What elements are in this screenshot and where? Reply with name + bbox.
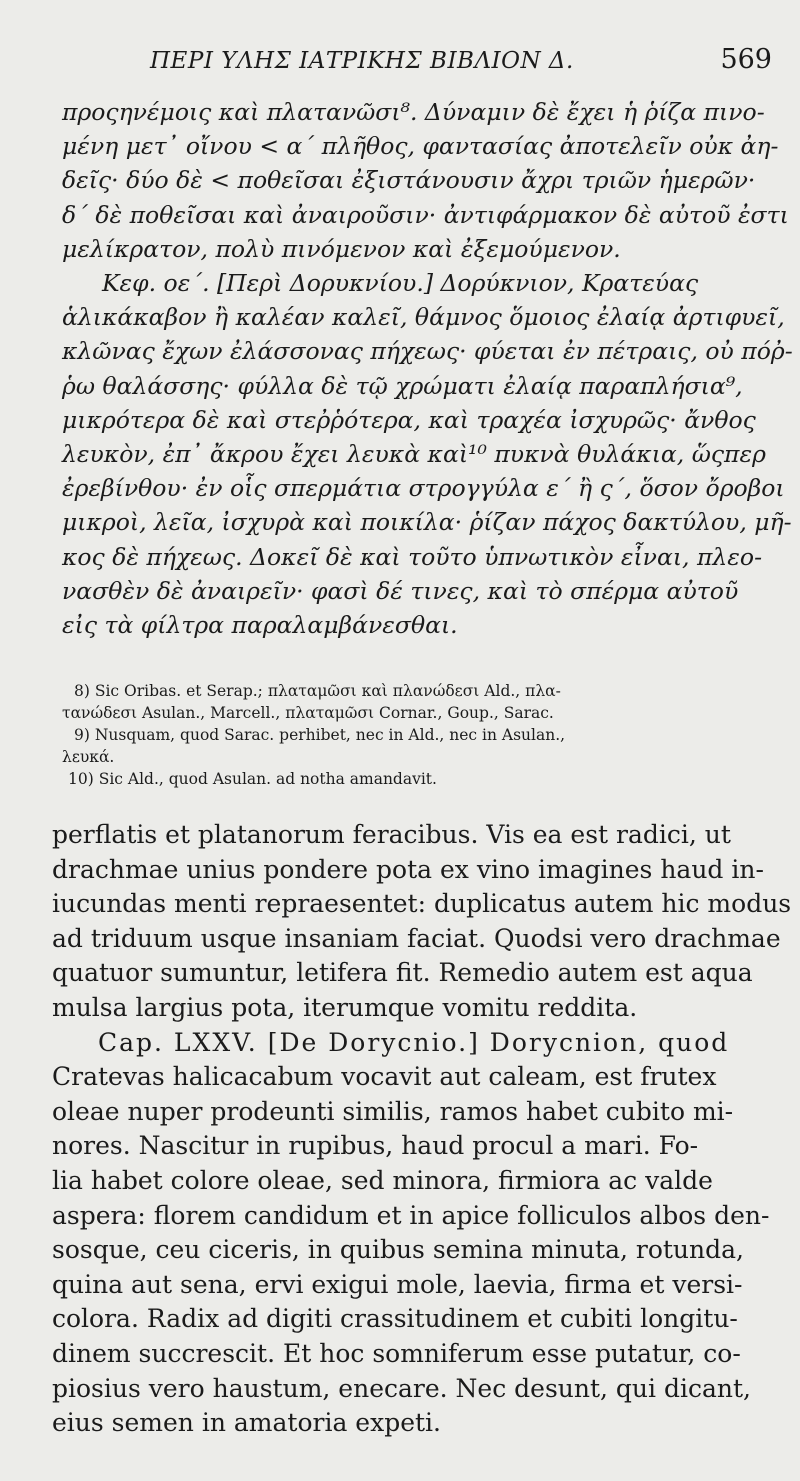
footnote-line: 8) Sic Oribas. et Serap.; πλαταμῶσι καὶ πλανώδεσι Ald., πλα- — [74, 682, 561, 700]
greek-text-block — [62, 95, 793, 642]
latin-line: iucundas menti repraesentet: duplicatus autem hic modus — [52, 889, 792, 919]
footnote-line: λευκά. — [62, 748, 115, 766]
greek-line: προςηνέμοις καὶ πλατανῶσι⁸. Δύναμιν δὲ ἔχει ἡ ῥίζα πινο- — [62, 98, 765, 126]
latin-line: ad triduum usque insaniam faciat. Quodsi vero drachmae — [52, 923, 781, 953]
latin-line: quina aut sena, ervi exigui mole, laevia, firma et versi- — [52, 1269, 743, 1299]
greek-line: μένη μετ᾽ οἴνου < α΄ πλῆθος, φαντασίας ἀποτελεῖν οὐκ ἀη- — [62, 132, 779, 161]
greek-line: ἐρεβίνθου· ἐν οἷς σπερμάτια στρογγύλα ε΄ ἢ ς΄, ὅσον ὄροβοι — [62, 474, 785, 503]
running-head: ΠΕΡΙ ΥΛΗΣ ΙΑΤΡΙΚΗΣ ΒΙΒΛΙΟΝ Δ. — [150, 48, 574, 74]
greek-line: εἰς τὰ φίλτρα παραλαμβάνεσθαι. — [62, 611, 458, 640]
latin-line: perflatis et platanorum feracibus. Vis ea est radici, ut — [52, 820, 731, 849]
greek-line: λευκὸν, ἐπ᾽ ἄκρου ἔχει λευκὰ καὶ¹⁰ πυκνὰ θυλάκια, ὥςπερ — [62, 440, 766, 469]
greek-line: κλῶνας ἔχων ἐλάσσονας πήχεως· φύεται ἐν πέτραις, οὐ πόῤ- — [62, 337, 793, 366]
greek-line: νασθὲν δὲ ἀναιρεῖν· φασὶ δέ τινες, καὶ τὸ σπέρμα αὐτοῦ — [62, 576, 739, 605]
latin-line: nores. Nascitur in rupibus, haud procul a mari. Fo- — [52, 1131, 699, 1161]
greek-line: κος δὲ πήχεως. Δοκεῖ δὲ καὶ τοῦτο ὑπνωτικὸν εἶναι, πλεο- — [62, 542, 763, 571]
latin-line-chapter-start: Cap. LXXV. [De Dorycnio.] Dorycnion, quod — [98, 1027, 730, 1057]
latin-line: colora. Radix ad digiti crassitudinem et cubiti longitu- — [52, 1304, 738, 1334]
latin-line: oleae nuper prodeunti similis, ramos habet cubito mi- — [52, 1096, 734, 1126]
latin-line: Cratevas halicacabum vocavit aut caleam, est frutex — [52, 1062, 717, 1092]
latin-line: eius semen in amatoria expeti. — [52, 1408, 441, 1438]
greek-line: δ΄ δὲ ποθεῖσαι καὶ ἀναιροῦσιν· ἀντιφάρμακον δὲ αὐτοῦ ἐστι — [62, 200, 789, 229]
greek-line-chapter-start: Κεφ. οε΄. [Περὶ Δορυκνίου.] Δορύκνιον, Κρατεύας — [102, 269, 699, 298]
latin-line: drachmae unius pondere pota ex vino imagines haud in- — [52, 854, 764, 884]
latin-line: piosius vero haustum, enecare. Nec desunt, qui dicant, — [52, 1373, 751, 1403]
greek-line: μικροὶ, λεῖα, ἰσχυρὰ καὶ ποικίλα· ῥίζαν πάχος δακτύλου, μῆ- — [62, 508, 792, 537]
greek-line: μελίκρατον, πολὺ πινόμενον καὶ ἐξεμούμενον. — [62, 234, 621, 263]
latin-line: sosque, ceu ciceris, in quibus semina minuta, rotunda, — [52, 1235, 744, 1265]
greek-line: ῥω θαλάσσης· φύλλα δὲ τῷ χρώματι ἐλαίᾳ παραπλήσια⁹, — [62, 371, 743, 400]
footnote-line: 10) Sic Ald., quod Asulan. ad notha amandavit. — [68, 770, 437, 788]
latin-line: aspera: florem candidum et in apice folliculos albos den- — [52, 1200, 770, 1230]
latin-line: quatuor sumuntur, letifera fit. Remedio autem est aqua — [52, 958, 753, 988]
page-header — [60, 44, 772, 84]
footnote-line: 9) Nusquam, quod Sarac. perhibet, nec in Ald., nec in Asulan., — [74, 726, 566, 744]
page-number: 569 — [720, 44, 772, 75]
latin-line: dinem succrescit. Et hoc somniferum esse putatur, co- — [52, 1338, 741, 1368]
greek-line: δεῖς· δύο δὲ < ποθεῖσαι ἐξιστάνουσιν ἄχρι τριῶν ἡμερῶν· — [62, 166, 756, 195]
latin-text-block — [52, 818, 792, 1441]
greek-line: μικρότερα δὲ καὶ στεῤῥότερα, καὶ τραχέα ἰσχυρῶς· ἄνθος — [62, 405, 756, 434]
footnote-line: τανώδεσι Asulan., Marcell., πλαταμῶσι Cornar., Goup., Sarac. — [62, 704, 554, 722]
latin-line: lia habet colore oleae, sed minora, firmiora ac valde — [52, 1165, 713, 1195]
greek-line: ἁλικάκαβον ἢ καλέαν καλεῖ, θάμνος ὅμοιος ἐλαίᾳ ἀρτιφυεῖ, — [62, 303, 785, 332]
footnotes — [62, 680, 778, 790]
latin-line: mulsa largius pota, iterumque vomitu reddita. — [52, 992, 638, 1022]
